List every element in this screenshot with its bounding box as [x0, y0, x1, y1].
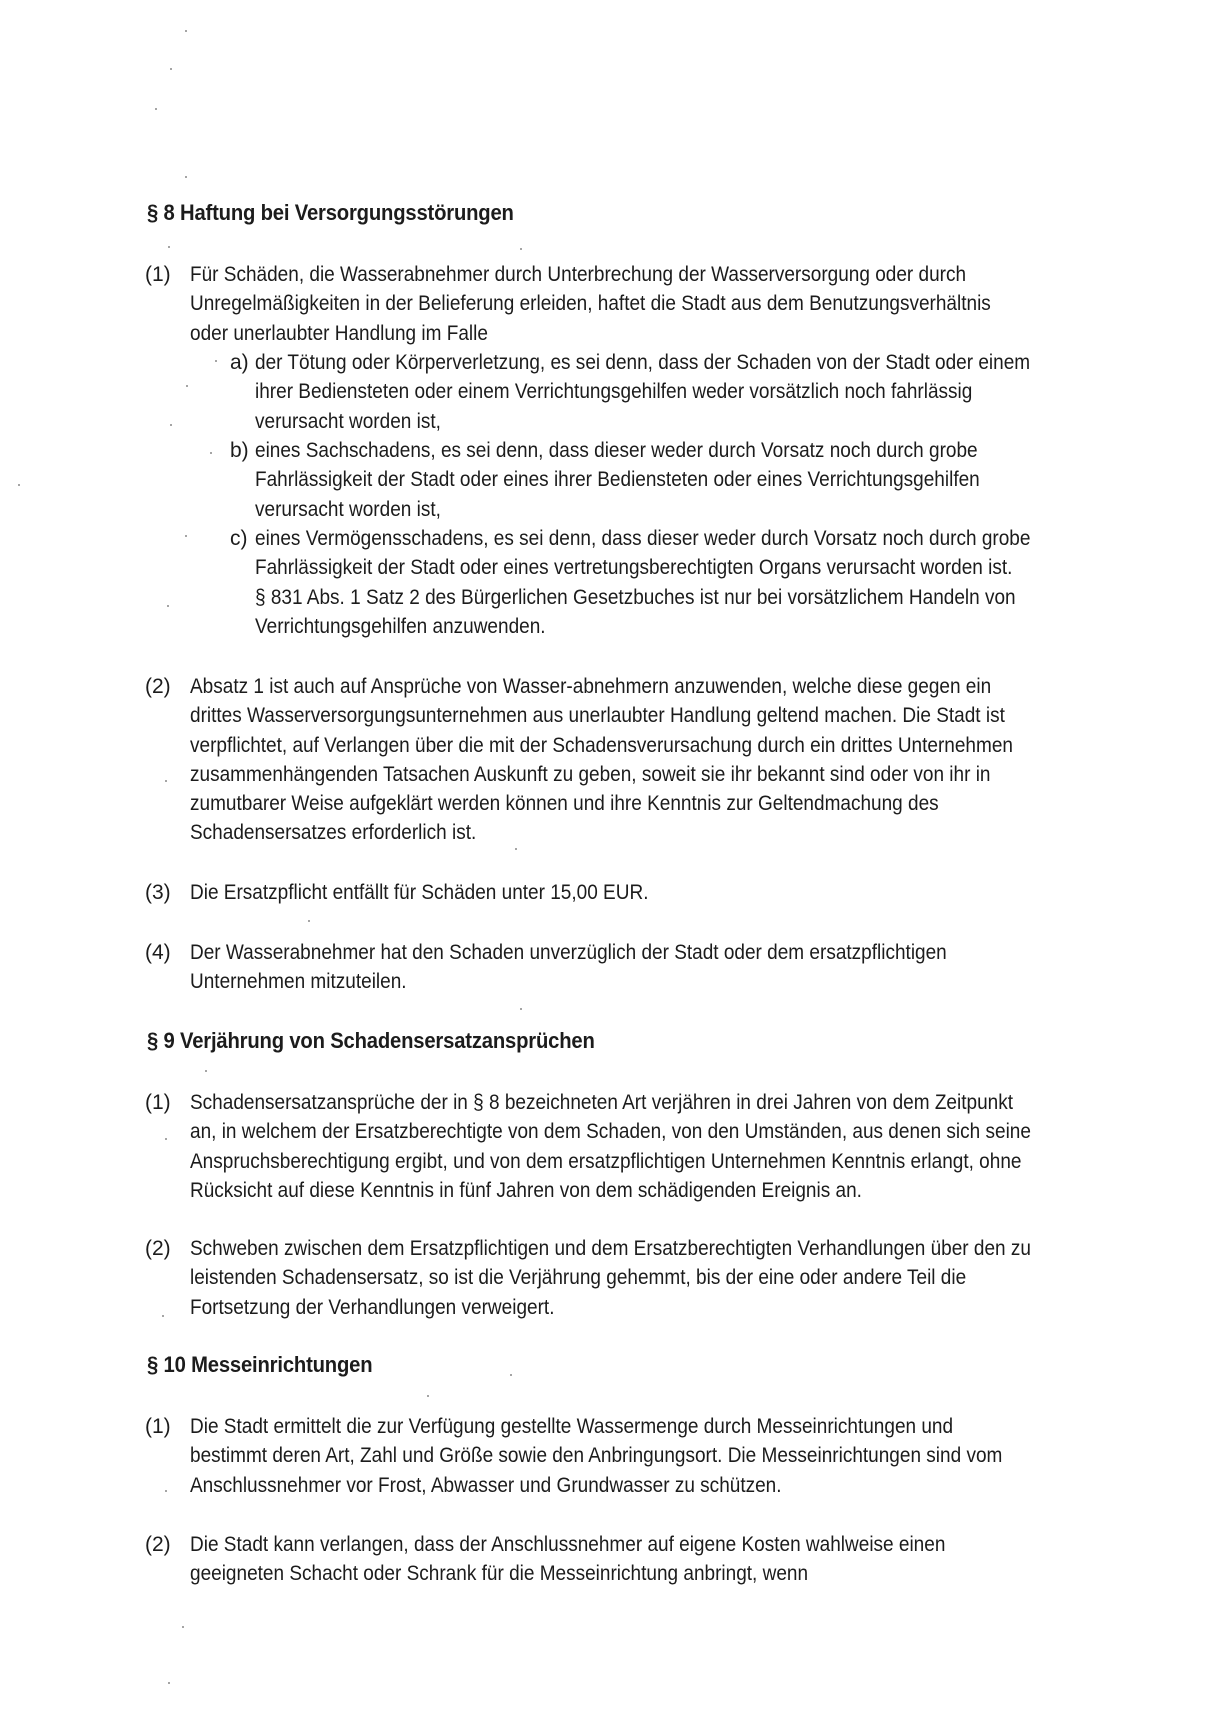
paragraph-number: (1) [145, 263, 171, 286]
text-line: zumutbarer Weise aufgeklärt werden können und ihre Kenntnis zur Geltendmachung des [190, 792, 939, 816]
text-line: Schadensersatzes erforderlich ist. [190, 821, 477, 845]
text-line: Schweben zwischen dem Ersatzpflichtigen und dem Ersatzberechtigten Verhandlungen über den zu [190, 1237, 1031, 1260]
paragraph-number: (1) [145, 1415, 171, 1438]
text-line: verursacht worden ist, [255, 497, 441, 521]
scan-speck [427, 1395, 429, 1397]
section-heading-10: § 10 Messeinrichtungen [147, 1352, 373, 1377]
scan-speck [520, 248, 522, 250]
text-line: Fahrlässigkeit der Stadt oder eines vertretungsberechtigten Organs verursacht worden ist. [255, 556, 1013, 580]
text-line: zusammenhängenden Tatsachen Auskunft zu geben, soweit sie ihr bekannt sind oder von ihr in [190, 762, 991, 786]
scan-speck [308, 920, 310, 922]
scan-speck [168, 246, 170, 248]
text-line: Rücksicht auf diese Kenntnis in fünf Jahren von dem schädigenden Ereignis an. [190, 1178, 862, 1202]
text-line: Die Ersatzpflicht entfällt für Schäden unter 15,00 EUR. [190, 881, 649, 904]
paragraph-number: (2) [145, 1533, 171, 1556]
text-line: bestimmt deren Art, Zahl und Größe sowie den Anbringungsort. Die Messeinrichtungen sind vom [190, 1444, 1003, 1468]
paragraph-number: (3) [145, 881, 171, 904]
scan-speck [170, 424, 172, 426]
text-line: Fortsetzung der Verhandlungen verweigert. [190, 1295, 555, 1319]
text-line: eines Vermögensschadens, es sei denn, dass dieser weder durch Vorsatz noch durch grobe [255, 527, 1031, 550]
list-label: a) [230, 351, 249, 374]
scan-speck [162, 1315, 164, 1317]
scan-speck [18, 484, 20, 486]
scan-speck [182, 1626, 184, 1628]
text-line: verursacht worden ist, [255, 409, 441, 433]
text-line: ihrer Bediensteten oder einem Verrichtungsgehilfen weder vorsätzlich noch fahrlässig [255, 380, 973, 404]
text-line: Unregelmäßigkeiten in der Belieferung erleiden, haftet die Stadt aus dem Benutzungsverhältnis [190, 292, 991, 316]
paragraph-text [190, 1088, 1119, 1205]
text-line: Die Stadt kann verlangen, dass der Anschlussnehmer auf eigene Kosten wahlweise einen [190, 1533, 946, 1556]
text-line: oder unerlaubter Handlung im Falle [190, 321, 488, 345]
paragraph-text [190, 1412, 1088, 1500]
text-line: Absatz 1 ist auch auf Ansprüche von Wasser-abnehmern anzuwenden, welche diese gegen ein [190, 675, 992, 698]
scan-speck [520, 1008, 522, 1010]
text-line: Unternehmen mitzuteilen. [190, 970, 407, 994]
scan-speck [205, 1070, 207, 1072]
paragraph-text [190, 260, 1075, 348]
paragraph-number: (2) [145, 675, 171, 698]
section-heading-8: § 8 Haftung bei Versorgungsstörungen [147, 200, 514, 225]
text-line: verpflichtet, auf Verlangen über die mit der Schadensverursachung durch ein drittes Unternehmen [190, 733, 1013, 757]
scan-speck [165, 780, 167, 782]
text-line: leistenden Schadensersatz, so ist die Verjährung gehemmt, bis der eine oder andere Teil die [190, 1266, 967, 1290]
paragraph-number: (4) [145, 941, 171, 964]
text-line: der Tötung oder Körperverletzung, es sei denn, dass der Schaden von der Stadt oder einem [255, 351, 1031, 374]
list-item-text [255, 436, 1056, 524]
paragraph-text [190, 938, 1026, 997]
text-line: Der Wasserabnehmer hat den Schaden unverzüglich der Stadt oder dem ersatzpflichtigen [190, 941, 947, 964]
scan-speck [185, 30, 187, 32]
text-line: an, in welchem der Ersatzberechtigte von dem Schaden, von den Umständen, aus denen sich seine [190, 1120, 1031, 1144]
text-line: Die Stadt ermittelt die zur Verfügung gestellte Wassermenge durch Messeinrichtungen und [190, 1415, 954, 1438]
text-line: geeigneten Schacht oder Schrank für die Messeinrichtung anbringt, wenn [190, 1562, 809, 1586]
scan-speck [167, 605, 169, 607]
scan-speck [185, 176, 187, 178]
section-heading-9: § 9 Verjährung von Schadensersatzansprüchen [147, 1028, 595, 1053]
text-line: Verrichtungsgehilfen anzuwenden. [255, 614, 546, 638]
paragraph-text [190, 1530, 1025, 1589]
scan-speck [165, 1138, 167, 1140]
list-label: b) [230, 439, 249, 462]
scan-speck [168, 1682, 170, 1684]
text-line: § 831 Abs. 1 Satz 2 des Bürgerlichen Gesetzbuches ist nur bei vorsätzlichem Handeln von [255, 585, 1016, 609]
paragraph-number: (1) [145, 1091, 171, 1114]
list-label: c) [230, 527, 248, 550]
scan-speck [515, 848, 517, 850]
scan-speck [510, 1374, 512, 1376]
scan-speck [186, 385, 188, 387]
text-line: Anspruchsberechtigung ergibt, und von dem ersatzpflichtigen Unternehmen Kenntnis erlangt, ohne [190, 1149, 1022, 1173]
text-line: Für Schäden, die Wasserabnehmer durch Unterbrechung der Wasserversorgung oder durch [190, 263, 967, 286]
scan-speck [170, 68, 172, 70]
paragraph-text [190, 878, 697, 907]
text-line: Anschlussnehmer vor Frost, Abwasser und Grundwasser zu schützen. [190, 1473, 782, 1497]
scan-speck [215, 360, 217, 362]
scan-speck [210, 452, 212, 454]
paragraph-text [190, 672, 1099, 848]
list-item-text [255, 524, 1112, 641]
text-line: Fahrlässigkeit der Stadt oder eines ihrer Bediensteten oder eines Verrichtungsgehilfen [255, 468, 980, 492]
text-line: Schadensersatzansprüche der in § 8 bezeichneten Art verjähren in drei Jahren von dem Zeitpunkt [190, 1091, 1013, 1114]
list-item-text [255, 348, 1111, 436]
scan-speck [165, 1490, 167, 1492]
text-line: eines Sachschadens, es sei denn, dass dieser weder durch Vorsatz noch durch grobe [255, 439, 978, 462]
paragraph-number: (2) [145, 1237, 171, 1260]
text-line: drittes Wasserversorgungsunternehmen aus unerlaubter Handlung geltend machen. Die Stadt ist [190, 704, 1005, 728]
scan-speck [185, 535, 187, 537]
paragraph-text [190, 1234, 1119, 1322]
scan-speck [155, 108, 157, 110]
